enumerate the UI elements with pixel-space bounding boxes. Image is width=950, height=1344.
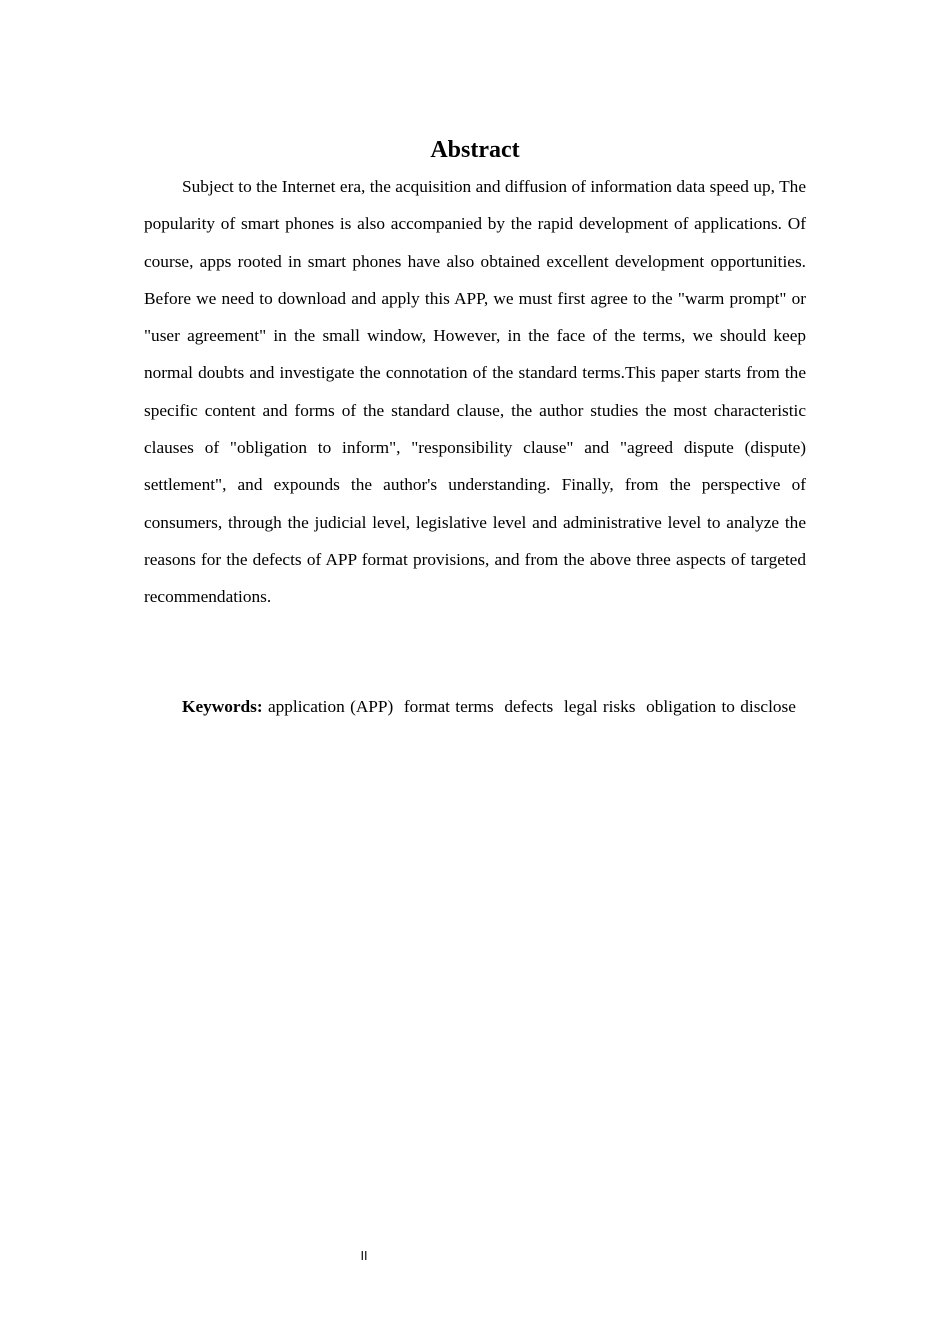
abstract-body: Subject to the Internet era, the acquisition and diffusion of information data speed up, The popularity of smart phones is also accompanied by the rapid development of applications. Of course, apps rooted in smart phones have also obtained excellent development opportunities. Before we need to download and apply this APP, we must first agree to the "warm prompt" or "user agreement" in the small window, However, in the face of the terms, we should keep normal doubts and investigate the connotation of the standard terms.This paper starts from the specific content and forms of the standard clause, the author studies the most characteristic clauses of "obligation to inform", "responsibility clause" and "agreed dispute (dispute) settlement", and expounds the author's understanding. Finally, from the perspective of consumers, through the judicial level, legislative level and administrative level to analyze the reasons for the defects of APP format provisions, and from the above three aspects of targeted recommendations. [144,177,806,607]
page-number: II [360,1249,368,1263]
keywords-paragraph [144,688,806,725]
abstract-title: Abstract [430,137,520,163]
keywords-label: Keywords: [182,697,263,716]
keywords-text: application (APP) format terms defects legal risks obligation to disclose [267,697,796,716]
